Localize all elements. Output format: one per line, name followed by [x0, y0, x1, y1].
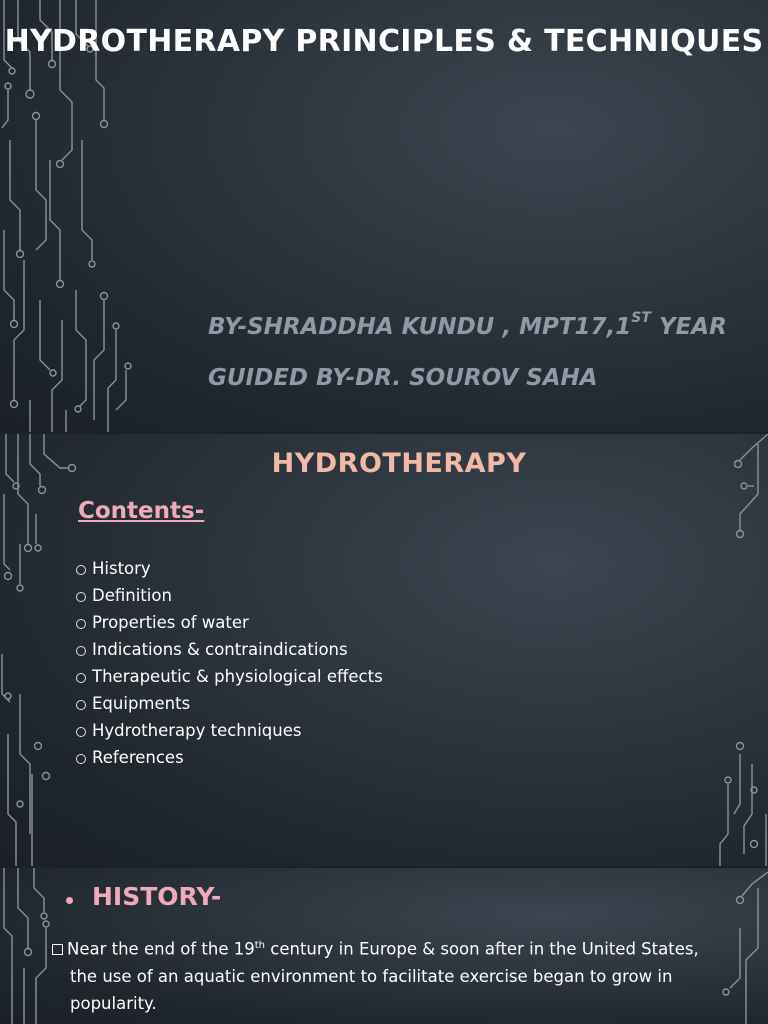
list-item: Hydrotherapy techniques: [76, 718, 383, 745]
circle-bullet-icon: [76, 646, 86, 656]
section-heading: HISTORY-: [92, 882, 222, 911]
author-line: BY-SHRADDHA KUNDU , MPT17,1ST YEAR: [208, 310, 727, 340]
history-paragraph: Near the end of the 19th century in Europe & soon after in the United States, the use of an aquatic environment to facilitate exercise began to grow in popularity.: [52, 932, 762, 1017]
circle-bullet-icon: [76, 619, 86, 629]
list-item: References: [76, 745, 383, 772]
circle-bullet-icon: [76, 700, 86, 710]
list-item: Equipments: [76, 691, 383, 718]
contents-heading: Contents-: [78, 498, 205, 524]
checkbox-bullet-icon: [52, 944, 63, 955]
circle-bullet-icon: [76, 673, 86, 683]
circle-bullet-icon: [76, 592, 86, 602]
list-item: History: [76, 556, 383, 583]
circle-bullet-icon: [76, 565, 86, 575]
section-heading: HYDROTHERAPY: [271, 448, 527, 479]
circle-bullet-icon: [76, 727, 86, 737]
heading-bullet-icon: [66, 897, 73, 904]
guide-line: GUIDED BY-DR. SOUROV SAHA: [208, 365, 598, 391]
circle-bullet-icon: [76, 754, 86, 764]
presentation-title: HYDROTHERAPY PRINCIPLES & TECHNIQUES: [4, 24, 764, 59]
contents-slide: [0, 434, 768, 866]
list-item: Indications & contraindications: [76, 637, 383, 664]
list-item: Therapeutic & physiological effects: [76, 664, 383, 691]
contents-list: [76, 556, 383, 772]
list-item: Properties of water: [76, 610, 383, 637]
list-item: Definition: [76, 583, 383, 610]
history-slide: [0, 868, 768, 1024]
title-slide: [0, 0, 768, 432]
